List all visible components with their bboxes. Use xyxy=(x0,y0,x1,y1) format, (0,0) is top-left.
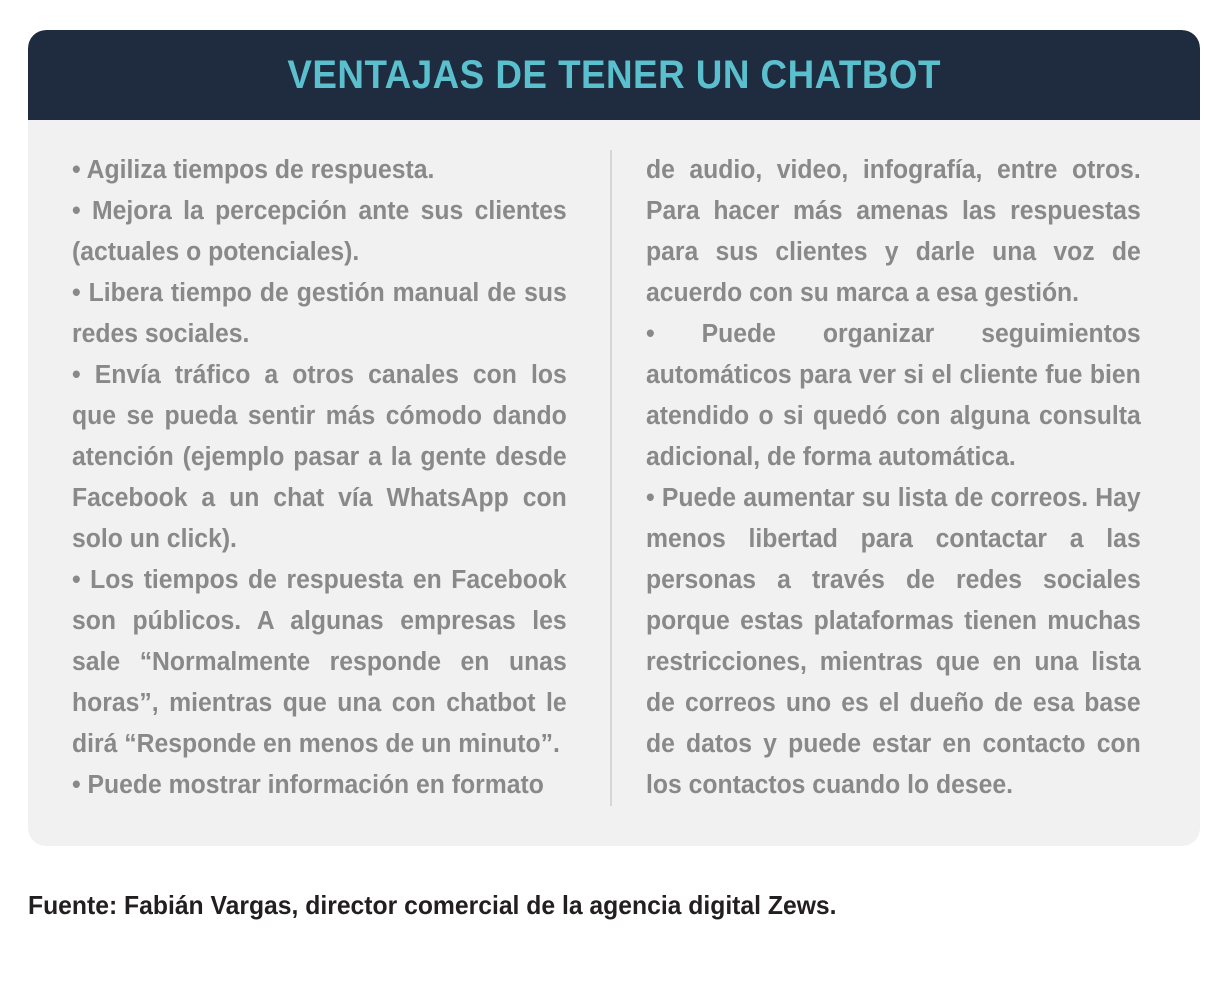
list-item: • Envía tráfico a otros canales con los que se pueda sentir más cómodo dando atención (ejemplo pasar a la gente desde Facebook a un chat vía WhatsApp con solo un click). xyxy=(72,361,567,553)
right-column xyxy=(612,150,1156,806)
list-item: • Mejora la percepción ante sus clientes (actuales o potenciales). xyxy=(72,197,567,266)
page-title: VENTAJAS DE TENER UN CHATBOT xyxy=(287,52,941,97)
list-item: • Puede organizar seguimientos automáticos para ver si el cliente fue bien atendido o si quedó con alguna consulta adicional, de forma automática. xyxy=(646,320,1141,471)
list-item: • Puede aumentar su lista de correos. Hay menos libertad para contactar a las personas a través de redes sociales porque estas plataformas tienen muchas restricciones, mientras que en una lista de correos uno es el dueño de esa base de datos y puede estar en contacto con los contactos cuando lo desee. xyxy=(646,484,1141,799)
list-item: • Agiliza tiempos de respuesta. xyxy=(72,156,435,184)
list-item-continuation: de audio, video, infografía, entre otros. Para hacer más amenas las respuestas para sus clientes y darle una voz de acuerdo con su marca a esa gestión. xyxy=(646,156,1141,307)
infobox-body xyxy=(28,120,1200,846)
advantages-infobox xyxy=(28,30,1200,846)
source-caption: Fuente: Fabián Vargas, director comercial de la agencia digital Zews. xyxy=(28,890,837,920)
left-column xyxy=(72,150,612,806)
list-item: • Los tiempos de respuesta en Facebook son públicos. A algunas empresas les sale “Normalmente responde en unas horas”, mientras que una con chatbot le dirá “Responde en menos de un minuto”. xyxy=(72,566,567,758)
infobox-header xyxy=(28,30,1200,120)
list-item: • Puede mostrar información en formato xyxy=(72,771,544,799)
list-item: • Libera tiempo de gestión manual de sus redes sociales. xyxy=(72,279,567,348)
